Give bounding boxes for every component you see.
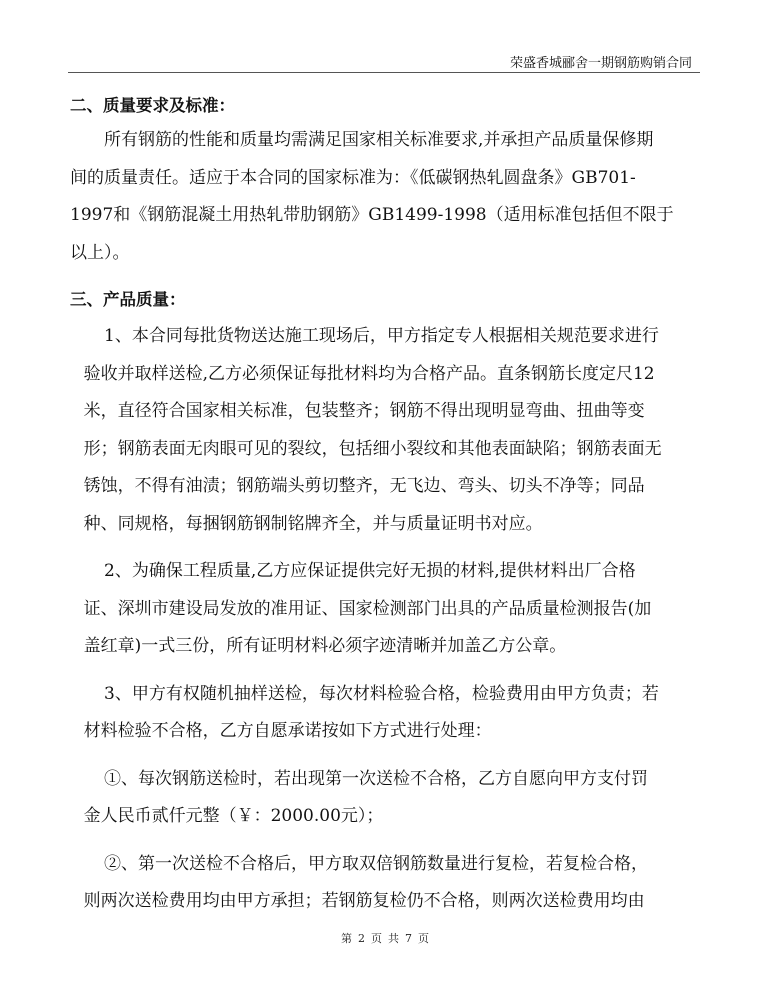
page-unit: 页 [371, 932, 382, 945]
paragraph-item-3 [70, 676, 702, 751]
paragraph-line: 间的质量责任。适应于本合同的国家标准为：《低碳钢热轧圆盘条》GB701- [70, 167, 636, 188]
paragraph-line: 2、为确保工程质量,乙方应保证提供完好无损的材料,提供材料出厂合格 [104, 561, 636, 581]
total-label: 共 [388, 932, 399, 945]
page-current: 2 [358, 932, 365, 945]
paragraph-line: 则两次送检费用均由甲方承担；若钢筋复检仍不合格，则两次送检费用均由 [83, 891, 645, 911]
section-heading-quality-standard: 二、质量要求及标准： [70, 96, 235, 115]
section-heading-product-quality: 三、产品质量： [70, 290, 186, 309]
paragraph-line: 验收并取样送检,乙方必须保证每批材料均为合格产品。直条钢筋长度定尺12 [83, 363, 655, 384]
paragraph-line: 材料检验不合格，乙方自愿承诺按如下方式进行处理： [83, 721, 492, 741]
paragraph-line: 证、深圳市建设局发放的准用证、国家检测部门出具的产品质量检测报告(加 [83, 598, 652, 619]
paragraph-line: 1997和《钢筋混凝土用热轧带肋钢筋》GB1499-1998（适用标准包括但不限于 [70, 205, 674, 225]
paragraph-item-1 [70, 318, 702, 543]
paragraph-item-2 [70, 553, 702, 666]
page-total: 7 [405, 932, 412, 945]
paragraph-line: 形；钢筋表面无肉眼可见的裂纹，包括细小裂纹和其他表面缺陷；钢筋表面无 [83, 438, 662, 459]
paragraph-line: 米，直径符合国家相关标准，包装整齐；钢筋不得出现明显弯曲、扭曲等变 [83, 401, 645, 421]
paragraph-line: 种、同规格，每捆钢筋钢制铭牌齐全，并与质量证明书对应。 [83, 513, 543, 534]
paragraph-line: 1、本合同每批货物送达施工现场后，甲方指定专人根据相关规范要求进行 [104, 326, 659, 346]
page-number-footer [0, 930, 770, 946]
paragraph-quality-standard [70, 122, 702, 272]
paragraph-line: 所有钢筋的性能和质量均需满足国家相关标准要求,并承担产品质量保修期 [104, 130, 654, 150]
paragraph-line: ①、每次钢筋送检时，若出现第一次送检不合格，乙方自愿向甲方支付罚 [104, 768, 648, 789]
total-unit: 页 [418, 932, 429, 945]
paragraph-line: 以上）。 [70, 242, 130, 263]
document-body [70, 90, 702, 921]
paragraph-sub-item-1 [70, 761, 702, 836]
paragraph-line: 盖红章)一式三份，所有证明材料必须字迹清晰并加盖乙方公章。 [83, 636, 567, 656]
paragraph-sub-item-2 [70, 846, 702, 921]
paragraph-line: 锈蚀，不得有油渍；钢筋端头剪切整齐，无飞边、弯头、切头不净等；同品 [83, 476, 645, 496]
paragraph-line: 3、甲方有权随机抽样送检，每次材料检验合格，检验费用由甲方负责；若 [104, 683, 659, 704]
page-label: 第 [341, 932, 352, 945]
contract-header-title: 荣盛香城郦舍一期钢筋购销合同 [509, 56, 692, 71]
paragraph-line: 金人民币贰仟元整（￥：2000.00元）； [83, 806, 384, 826]
header-divider [68, 72, 700, 73]
paragraph-line: ②、第一次送检不合格后，甲方取双倍钢筋数量进行复检，若复检合格， [104, 853, 648, 874]
